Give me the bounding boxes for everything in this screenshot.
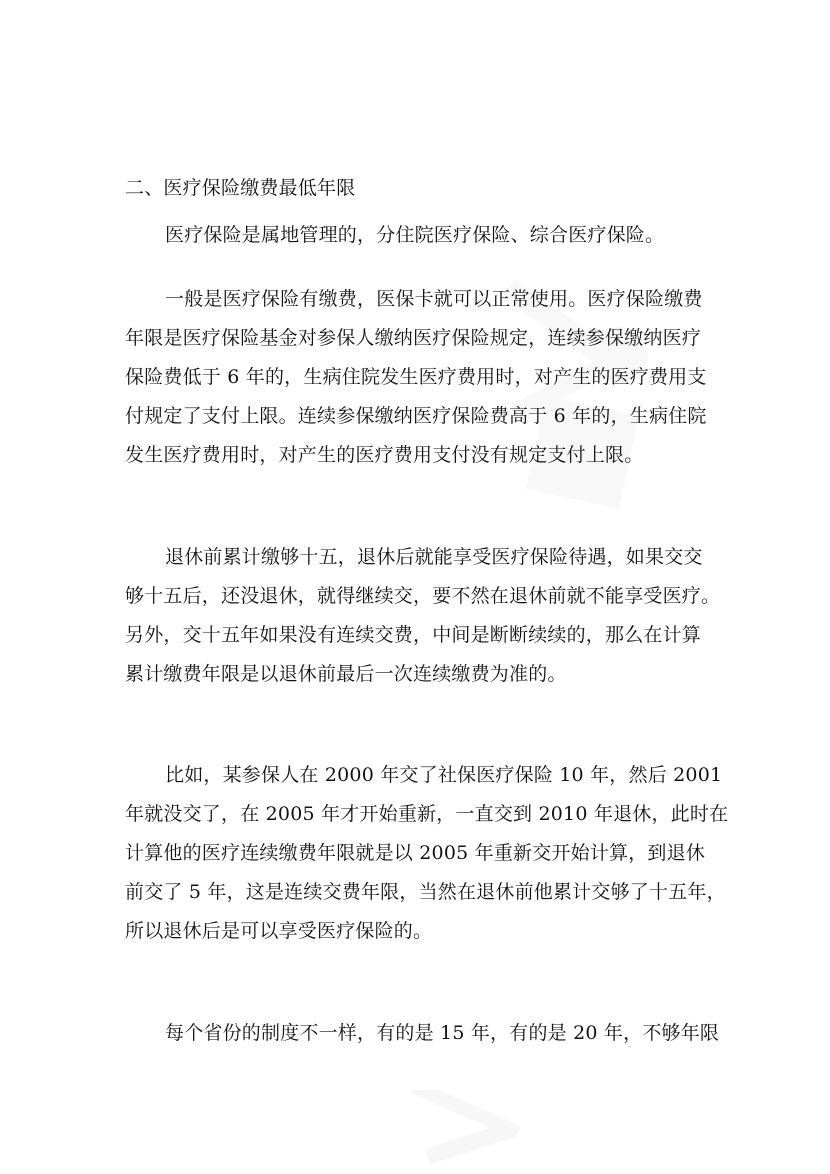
paragraph-line: 一般是医疗保险有缴费，医保卡就可以正常使用。医疗保险缴费 xyxy=(165,288,703,310)
paragraph-line: 每个省份的制度不一样，有的是 15 年，有的是 20 年，不够年限 xyxy=(165,1022,720,1044)
paragraph-1 xyxy=(125,280,715,475)
paragraph-4 xyxy=(125,1014,720,1053)
paragraph-line: 年限是医疗保险基金对参保人缴纳医疗保险规定，连续参保缴纳医疗 xyxy=(125,327,702,349)
paragraph-line: 累计缴费年限是以退休前最后一次连续缴费为准的。 xyxy=(125,663,567,685)
paragraph-line: 年就没交了，在 2005 年才开始重新，一直交到 2010 年退休，此时在 xyxy=(125,803,729,825)
paragraph-line: 发生医疗费用时，对产生的医疗费用支付没有规定支付上限。 xyxy=(125,444,644,466)
paragraph-line: 够十五后，还没退休，就得继续交，要不然在退休前就不能享受医疗。 xyxy=(125,585,721,607)
paragraph-line: 保险费低于 6 年的，生病住院发生医疗费用时，对产生的医疗费用支 xyxy=(125,366,707,388)
paragraph-line: 计算他的医疗连续缴费年限就是以 2005 年重新交开始计算，到退休 xyxy=(125,842,706,864)
paragraph-line: 所以退休后是可以享受医疗保险的。 xyxy=(125,920,433,942)
paragraph-line: 另外，交十五年如果没有连续交费，中间是断断续续的，那么在计算 xyxy=(125,624,702,646)
paragraph-line: 退休前累计缴够十五，退休后就能享受医疗保险待遇，如果交交 xyxy=(165,546,703,568)
paragraph-2 xyxy=(125,538,721,694)
section-heading: 二、医疗保险缴费最低年限 xyxy=(125,177,356,199)
paragraph-line: 比如，某参保人在 2000 年交了社保医疗保险 10 年，然后 2001 xyxy=(165,764,723,786)
paragraph-line: 付规定了支付上限。连续参保缴纳医疗保险费高于 6 年的，生病住院 xyxy=(125,405,707,427)
paragraph-line: 前交了 5 年，这是连续交费年限，当然在退休前他累计交够了十五年， xyxy=(125,881,726,903)
watermark-logo-bottom xyxy=(390,1090,550,1174)
paragraph-3 xyxy=(125,756,729,951)
intro-line: 医疗保险是属地管理的，分住院医疗保险、综合医疗保险。 xyxy=(165,224,665,246)
